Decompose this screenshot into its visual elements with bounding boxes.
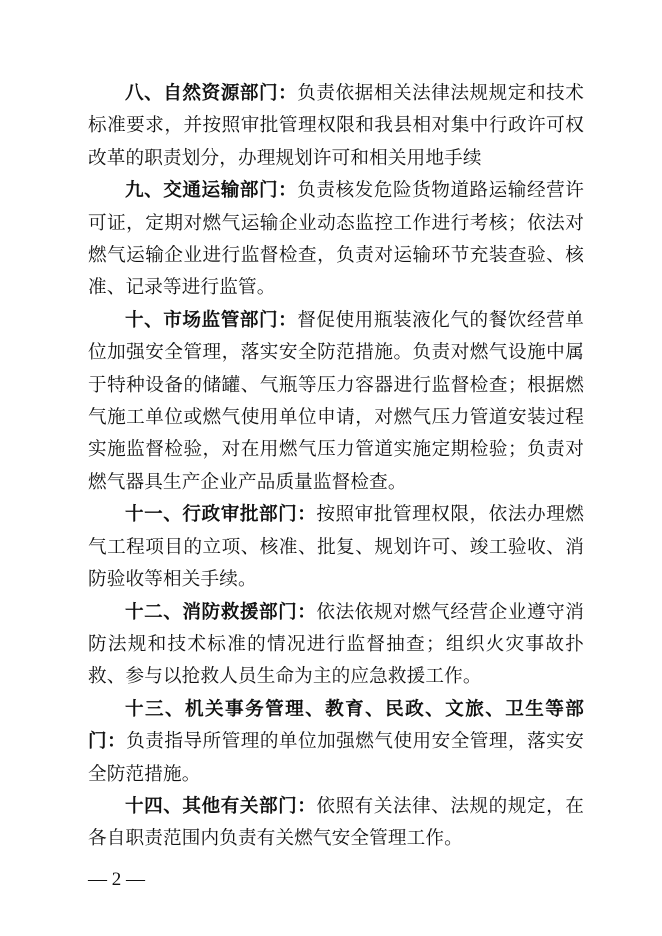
paragraph-text: 督促使用瓶装液化气的餐饮经营单位加强安全管理，落实安全防范措施。负责对燃气设施中属于特种设备的储罐、气瓶等压力容器进行监督检查；根据燃气施工单位或燃气使用单位申请，对燃气压力管道安装过程实施监督检验，对在用燃气压力管道实施定期检验；负责对燃气器具生产企业产品质量监督检查。	[88, 309, 584, 493]
document-body	[88, 78, 584, 856]
paragraph-text: 负责依据相关法律法规规定和技术标准要求，并按照审批管理权限和我县相对集中行政许可权改革的职责划分，办理规划许可和相关用地手续	[88, 83, 584, 169]
paragraph-natural-resources	[88, 78, 584, 175]
paragraph-text: 按照审批管理权限，依法办理燃气工程项目的立项、核准、批复、规划许可、竣工验收、消防验收等相关手续。	[88, 504, 584, 591]
paragraph-market-regulation	[88, 305, 584, 499]
page-number: — 2 —	[88, 869, 145, 890]
paragraph-text: 负责核发危险货物道路运输经营许可证，定期对燃气运输企业动态监控工作进行考核；依法对燃气运输企业进行监督检查，负责对运输环节充装查验、核准、记录等进行监管。	[88, 180, 584, 299]
paragraph-heading: 十一、行政审批部门：	[125, 504, 317, 526]
paragraph-heading: 十四、其他有关部门：	[125, 795, 317, 817]
paragraph-fire-rescue	[88, 597, 584, 694]
paragraph-text: 依法依规对燃气经营企业遵守消防法规和技术标准的情况进行监督抽查；组织火灾事故扑救、参与以抢救人员生命为主的应急救援工作。	[88, 601, 584, 688]
paragraph-transportation	[88, 175, 584, 305]
paragraph-heading: 八、自然资源部门：	[125, 83, 298, 104]
paragraph-heading: 十二、消防救援部门：	[125, 601, 317, 623]
paragraph-government-affairs	[88, 694, 584, 791]
paragraph-administrative-approval	[88, 499, 584, 596]
paragraph-heading: 九、交通运输部门：	[125, 180, 298, 202]
paragraph-heading: 十三、机关事务管理、教育、民政、文旅、卫生等部门：	[88, 698, 584, 753]
paragraph-other-departments	[88, 791, 584, 856]
paragraph-heading: 十、市场监管部门：	[125, 309, 298, 331]
paragraph-text: 负责指导所管理的单位加强燃气使用安全管理，落实安全防范措施。	[88, 731, 584, 785]
paragraph-text: 依照有关法律、法规的规定，在各自职责范围内负责有关燃气安全管理工作。	[88, 795, 584, 850]
